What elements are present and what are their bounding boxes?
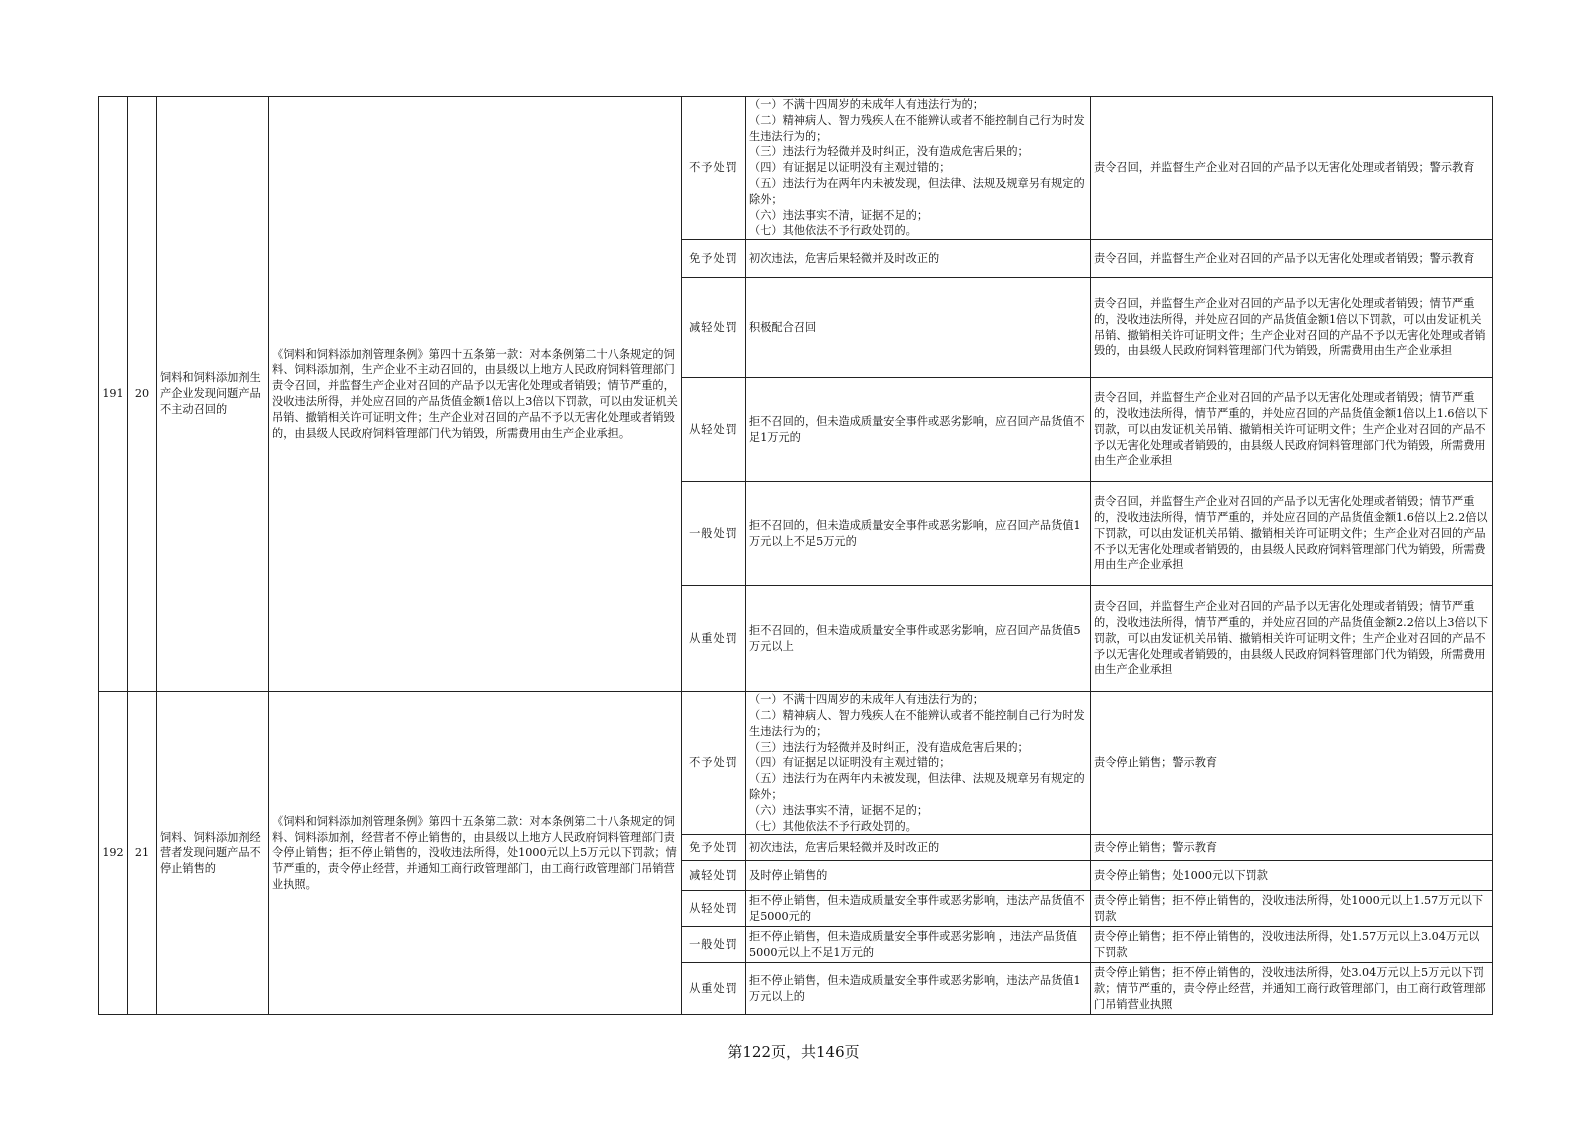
condition-line: （七）其他依法不予行政处罚的。 [749,224,917,238]
page-number: 第122页，共146页 [727,1043,860,1061]
condition-line: （二）精神病人、智力残疾人在不能辨认或者不能控制自己行为时发生违法行为的； [749,708,1085,738]
penalty-condition: 拒不召回的，但未造成质量安全事件或恶劣影响，应召回产品货值不足1万元的 [746,378,1091,482]
penalty-condition: 初次违法，危害后果轻微并及时改正的 [746,835,1091,861]
legal-basis: 《饲料和饲料添加剂管理条例》第四十五条第二款：对本条例第二十八条规定的饲料、饲料添加剂，经营者不停止销售的，由县级以上地方人民政府饲料管理部门责令停止销售；拒不停止销售的，没收违法所得，处1000元以上5万元以下罚款；情节严重的，责令停止经营，并通知工商行政管理部门，由工商行政管理部门吊销营业执照。 [269,692,682,1015]
penalty-condition: 拒不召回的，但未造成质量安全事件或恶劣影响，应召回产品货值5万元以上 [746,586,1091,692]
condition-line: （三）违法行为轻微并及时纠正，没有造成危害后果的； [749,740,1029,754]
penalty-level: 从轻处罚 [682,891,746,927]
penalty-level: 减轻处罚 [682,278,746,378]
condition-line: （四）有证据足以证明没有主观过错的； [749,161,951,175]
violation-item: 饲料、饲料添加剂经营者发现问题产品不停止销售的 [157,692,269,1015]
condition-line: （四）有证据足以证明没有主观过错的； [749,756,951,770]
row-number: 192 [99,692,128,1015]
penalty-level: 免予处罚 [682,835,746,861]
condition-line: （五）违法行为在两年内未被发现，但法律、法规及规章另有规定的除外； [749,772,1085,801]
penalty-measure: 责令召回，并监督生产企业对召回的产品予以无害化处理或者销毁；情节严重的，没收违法所得，情节严重的，并处应召回的产品货值金额2.2倍以上3倍以下罚款，可以由发证机关吊销、撤销相关许可证明文件；生产企业对召回的产品不予以无害化处理或者销毁的，由县级人民政府饲料管理部门代为销毁，所需费用由生产企业承担 [1091,586,1493,692]
penalty-condition: 积极配合召回 [746,278,1091,378]
row-number: 191 [99,97,128,692]
penalty-condition: 拒不停止销售，但未造成质量安全事件或恶劣影响，违法产品货值不足5000元的 [746,891,1091,927]
penalty-condition: 初次违法，危害后果轻微并及时改正的 [746,240,1091,278]
penalty-measure: 责令停止销售；处1000元以下罚款 [1091,861,1493,891]
condition-line: （二）精神病人、智力残疾人在不能辨认或者不能控制自己行为时发生违法行为的； [749,113,1085,143]
condition-line: （五）违法行为在两年内未被发现，但法律、法规及规章另有规定的除外； [749,176,1085,206]
penalty-table [98,96,1493,1015]
condition-list [746,692,1091,835]
sub-number: 21 [128,692,157,1015]
penalty-level: 不予处罚 [682,692,746,835]
condition-list [746,97,1091,240]
penalty-measure: 责令停止销售；拒不停止销售的，没收违法所得，处1.57万元以上3.04万元以下罚款 [1091,927,1493,963]
condition-line: （三）违法行为轻微并及时纠正，没有造成危害后果的； [749,145,1029,159]
penalty-measure: 责令召回，并监督生产企业对召回的产品予以无害化处理或者销毁；警示教育 [1091,240,1493,278]
penalty-measure: 责令停止销售；警示教育 [1091,692,1493,835]
penalty-condition: 拒不停止销售，但未造成质量安全事件或恶劣影响，违法产品货值1万元以上的 [746,963,1091,1015]
penalty-level: 减轻处罚 [682,861,746,891]
penalty-level: 从轻处罚 [682,378,746,482]
penalty-condition: 拒不停止销售，但未造成质量安全事件或恶劣影响 ，违法产品货值5000元以上不足1万元的 [746,927,1091,963]
penalty-condition: 及时停止销售的 [746,861,1091,891]
penalty-level: 从重处罚 [682,586,746,692]
penalty-level: 不予处罚 [682,97,746,240]
penalty-measure: 责令召回，并监督生产企业对召回的产品予以无害化处理或者销毁；警示教育 [1091,97,1493,240]
condition-line: （一）不满十四周岁的未成年人有违法行为的； [749,98,984,111]
penalty-level: 一般处罚 [682,927,746,963]
penalty-measure: 责令召回，并监督生产企业对召回的产品予以无害化处理或者销毁；情节严重的，没收违法所得，情节严重的，并处应召回的产品货值金额1.6倍以上2.2倍以下罚款，可以由发证机关吊销、撤销相关许可证明文件；生产企业对召回的产品不予以无害化处理或者销毁的，由县级人民政府饲料管理部门代为销毁，所需费用由生产企业承担 [1091,482,1493,586]
condition-line: （一）不满十四周岁的未成年人有违法行为的； [749,693,984,707]
penalty-measure: 责令召回，并监督生产企业对召回的产品予以无害化处理或者销毁；情节严重的，没收违法所得，并处应召回的产品货值金额1倍以下罚款，可以由发证机关吊销、撤销相关许可证明文件；生产企业对召回的产品不予以无害化处理或者销毁的，由县级人民政府饲料管理部门代为销毁，所需费用由生产企业承担 [1091,278,1493,378]
penalty-measure: 责令召回，并监督生产企业对召回的产品予以无害化处理或者销毁；情节严重的，没收违法所得，情节严重的，并处应召回的产品货值金额1倍以上1.6倍以下罚款，可以由发证机关吊销、撤销相关许可证明文件；生产企业对召回的产品不予以无害化处理或者销毁的，由县级人民政府饲料管理部门代为销毁，所需费用由生产企业承担 [1091,378,1493,482]
penalty-condition: 拒不召回的，但未造成质量安全事件或恶劣影响，应召回产品货值1万元以上不足5万元的 [746,482,1091,586]
penalty-level: 一般处罚 [682,482,746,586]
violation-item: 饲料和饲料添加剂生产企业发现问题产品不主动召回的 [157,97,269,692]
penalty-measure: 责令停止销售；拒不停止销售的，没收违法所得，处1000元以上1.57万元以下罚款 [1091,891,1493,927]
condition-line: （六）违法事实不清，证据不足的； [749,803,929,817]
penalty-measure: 责令停止销售；拒不停止销售的，没收违法所得，处3.04万元以上5万元以下罚款；情节严重的，责令停止经营，并通知工商行政管理部门，由工商行政管理部门吊销营业执照 [1091,963,1493,1015]
table-row [99,692,1493,835]
table-row [99,97,1493,240]
penalty-level: 免予处罚 [682,240,746,278]
sub-number: 20 [128,97,157,692]
condition-line: （六）违法事实不清，证据不足的； [749,208,929,222]
penalty-level: 从重处罚 [682,963,746,1015]
legal-basis: 《饲料和饲料添加剂管理条例》第四十五条第一款：对本条例第二十八条规定的饲料、饲料添加剂，生产企业不主动召回的，由县级以上地方人民政府饲料管理部门责令召回，并监督生产企业对召回的产品予以无害化处理或者销毁；情节严重的，没收违法所得，并处应召回的产品货值金额1倍以上3倍以下罚款，可以由发证机关吊销、撤销相关许可证明文件；生产企业对召回的产品不予以无害化处理或者销毁的，由县级人民政府饲料管理部门代为销毁，所需费用由生产企业承担。 [269,97,682,692]
penalty-measure: 责令停止销售；警示教育 [1091,835,1493,861]
condition-line: （七）其他依法不予行政处罚的。 [749,819,917,833]
